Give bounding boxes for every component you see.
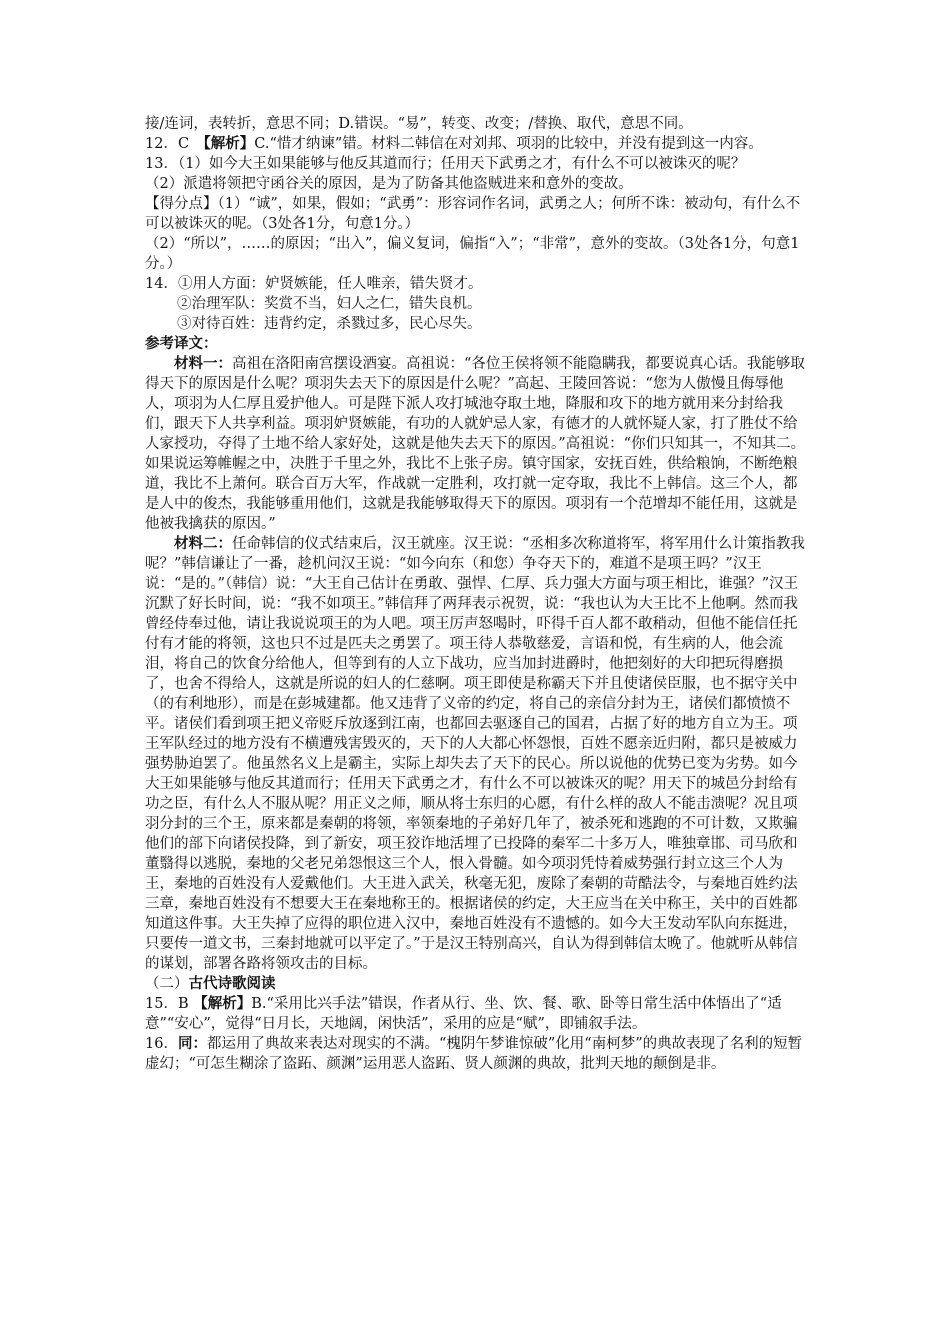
answer-15-text: B.“采用比兴手法”错误，作者从行、坐、饮、餐、歌、卧等日常生活中体悟出了“适意”“安心”，觉得“日月长，天地阔，闲快活”，采用的应是“赋”，即铺叙手法。 bbox=[145, 996, 782, 1032]
analysis-label: 【解析】 bbox=[193, 995, 252, 1012]
reference-translation-title: 参考译文： bbox=[145, 335, 218, 352]
answer-16 bbox=[145, 1034, 809, 1074]
section-title: 古代诗歌阅读 bbox=[188, 975, 276, 992]
analysis-label: 【解析】 bbox=[203, 135, 255, 152]
answer-12-number: 12．C bbox=[145, 136, 204, 152]
material-two bbox=[145, 534, 809, 974]
section-number: （二） bbox=[145, 976, 189, 992]
scoring-points-2: （2）“所以”，……的原因；“出入”，偏义复词，偏指“入”；“非常”，意外的变故。（3处各1分，句意1分。） bbox=[145, 236, 800, 272]
answer-15-number: 15．B bbox=[145, 996, 194, 1012]
answer-15 bbox=[145, 994, 809, 1034]
material-one-text: 高祖在洛阳南宫摆设酒宴。高祖说：“各位王侯将领不能隐瞒我，都要说真心话。我能够取得天下的原因是什么呢？项羽失去天下的原因是什么呢？”高起、王陵回答说：“您为人傲慢且侮辱他人，项羽为人仁厚且爱护他人。可是陛下派人攻打城池夺取土地，降服和攻下的地方就用来分封给我们，跟天下人共享利益。项羽妒贤嫉能，有功的人就妒忌人家，有德才的人就怀疑人家，打了胜仗不给人家授功，夺得了土地不给人家好处，这就是他失去天下的原因。”高祖说：“你们只知其一，不知其二。如果说运筹帷幄之中，决胜于千里之外，我比不上张子房。镇守国家，安抚百姓，供给粮饷，不断绝粮道，我比不上萧何。联合百万大军，作战就一定胜利，攻打就一定夺取，我比不上韩信。这三个人，都是人中的俊杰，我能够重用他们，这就是我能够取得天下的原因。项羽有一个范增却不能任用，这就是他被我擒获的原因。” bbox=[145, 356, 806, 532]
answer-13-part2: （2）派遣将领把守函谷关的原因，是为了防备其他盗贼进来和意外的变故。 bbox=[145, 176, 633, 192]
material-one bbox=[145, 354, 809, 534]
answer-16-number: 16． bbox=[145, 1036, 178, 1052]
answer-12-text: C.“惜才纳谏”错。材料二韩信在对刘邦、项羽的比较中，并没有提到这一内容。 bbox=[254, 136, 763, 152]
similarity-label: 同： bbox=[177, 1035, 207, 1052]
material-one-label: 材料一： bbox=[174, 355, 232, 372]
scoring-points-1: 【得分点】（1）“诚”，如果，假如；“武勇”：形容词作名词，武勇之人；何所不诛：被动句，有什么不可以被诛灭的呢。（3处各1分，句意1分。） bbox=[145, 196, 801, 232]
answer-page bbox=[145, 114, 809, 1074]
answer-13-part1: 13．（1）如今大王如果能够与他反其道而行；任用天下武勇之才，有什么不可以被诛灭的呢？ bbox=[145, 156, 746, 172]
answer-16-text: 都运用了典故来表达对现实的不满。“槐阴午梦谁惊破”化用“南柯梦”的典故表现了名利的短暂虚幻；“可怎生糊涂了盗跖、颜渊”运用恶人盗跖、贤人颜渊的典故，批判天地的颠倒是非。 bbox=[145, 1036, 803, 1072]
answer-14-item2: ②治理军队：奖赏不当，妇人之仁，错失良机。 bbox=[177, 296, 482, 312]
answer-14-item3: ③对待百姓：违背约定，杀戮过多，民心尽失。 bbox=[177, 316, 482, 332]
material-two-label: 材料二： bbox=[174, 535, 232, 552]
answer-12 bbox=[145, 134, 809, 154]
answer-11-continued: 接/连词，表转折，意思不同；D.错误。“易”，转变、改变；/替换、取代，意思不同。 bbox=[145, 116, 693, 132]
answer-14-item1: 14．①用人方面：妒贤嫉能，任人唯亲，错失贤才。 bbox=[145, 276, 483, 292]
section-heading bbox=[145, 974, 809, 994]
material-two-text: 任命韩信的仪式结束后，汉王就座。汉王说：“丞相多次称道将军，将军用什么计策指教我呢？”韩信谦让了一番，趁机问汉王说：“如今向东（和您）争夺天下的，难道不是项王吗？”汉王说：“是的。”（韩信）说：“大王自己估计在勇敢、强悍、仁厚、兵力强大方面与项王相比，谁强？”汉王沉默了好长时间，说：“我不如项王。”韩信拜了两拜表示祝贺，说：“我也认为大王比不上他啊。然而我曾经侍奉过他，请让我说说项王的为人吧。项王厉声怒喝时，吓得千百人都不敢稍动，但他不能信任托付有才能的将领，这也只不过是匹夫之勇罢了。项王待人恭敬慈爱，言语和悦，有生病的人，他会流泪，将自己的饮食分给他人，但等到有的人立下战功，应当加封进爵时，他把刻好的大印把玩得磨损了，也舍不得给人，这就是所说的妇人的仁慈啊。项王即使是称霸天下并且使诸侯臣服，也不据守关中（的有利地形），而是在彭城建都。他又违背了义帝的约定，将自己的亲信分封为王，诸侯们都愤愤不平。诸侯们看到项王把义帝贬斥放逐到江南，也都回去驱逐自己的国君，占据了好的地方自立为王。项王军队经过的地方没有不横遭残害毁灭的，天下的人大都心怀怨恨，百姓不愿亲近归附，都只是被威力强势胁迫罢了。他虽然名义上是霸主，实际上却失去了天下的民心。所以说他的优势已变为劣势。如今大王如果能够与他反其道而行；任用天下武勇之才，有什么不可以被诛灭的呢？用天下的城邑分封给有功之臣，有什么人不服从呢？用正义之师，顺从将士东归的心愿，有什么样的敌人不能击溃呢？况且项羽分封的三个王，原来都是秦朝的将领，率领秦地的子弟好几年了，被杀死和逃跑的不可计数，又欺骗他们的部下向诸侯投降，到了新安，项王狡诈地活埋了已投降的秦军二十多万人，唯独章邯、司马欣和董翳得以逃脱，秦地的父老兄弟怨恨这三个人，恨入骨髓。如今项羽凭恃着威势强行封立这三个人为王，秦地的百姓没有人爱戴他们。大王进入武关，秋毫无犯，废除了秦朝的苛酷法令，与秦地百姓约法三章，秦地百姓没有不想要大王在秦地称王的。根据诸侯的约定，大王应当在关中称王，关中的百姓都知道这件事。大王失掉了应得的职位进入汉中，秦地百姓没有不遗憾的。如今大王发动军队向东挺进，只要传一道文书，三秦封地就可以平定了。”于是汉王特别高兴，自认为得到韩信太晚了。他就听从韩信的谋划，部署各路将领攻击的目标。 bbox=[145, 536, 805, 972]
